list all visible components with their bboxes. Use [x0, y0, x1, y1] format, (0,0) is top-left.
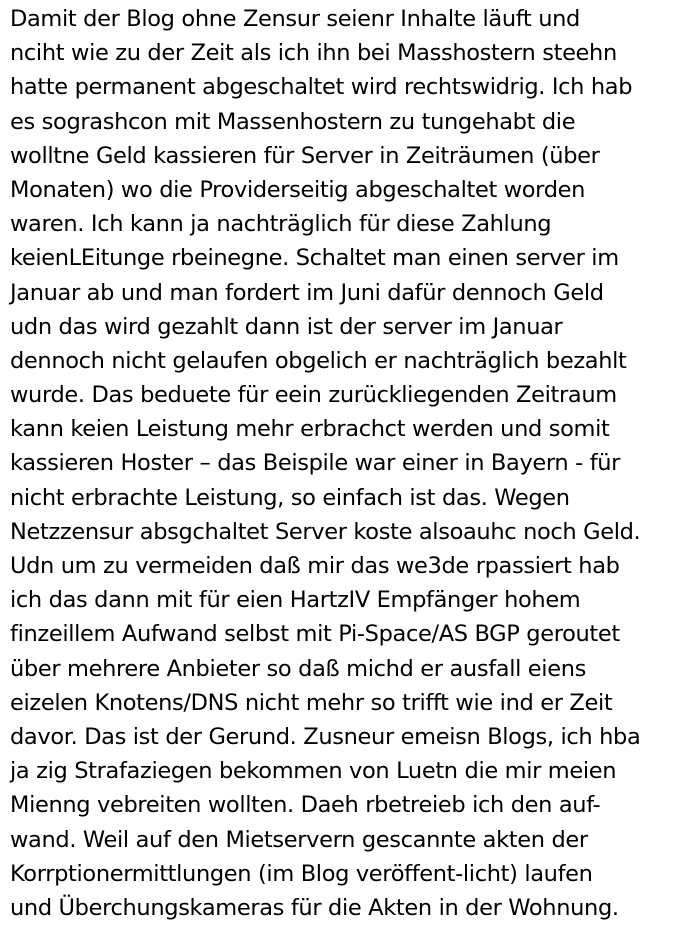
text-line: es sograshcon mit Massenhostern zu tungehabt die [10, 108, 576, 135]
text-line: eizelen Knotens/DNS nicht mehr so trifft wie ind er Zeit [10, 689, 613, 716]
text-line: kann keien Leistung mehr erbrachct werden und somit [10, 416, 610, 443]
text-line: Udn um zu vermeiden daß mir das we3de rpassiert hab [10, 553, 620, 579]
text-line: nicht erbrachte Leistung, so einfach ist das. Wegen [10, 484, 570, 511]
text-line: davor. Das ist der Gerund. Zusneur emeisn Blogs, ich hba [10, 723, 641, 750]
text-line: finzeillem Aufwand selbst mit Pi-Space/AS BGP geroutet [10, 621, 620, 648]
text-line: ich das dann mit für eien HartzIV Empfänger hohem [10, 587, 581, 614]
text-line: ja zig Strafaziegen bekommen von Luetn die mir meien [10, 758, 617, 785]
text-line: dennoch nicht gelaufen obgelich er nachträglich bezahlt [10, 347, 627, 374]
text-line: udn das wird gezahlt dann ist der server im Januar [10, 313, 563, 340]
text-line: wurde. Das beduete für eein zurückliegenden Zeitraum [10, 382, 617, 409]
text-line: nciht wie zu der Zeit als ich ihn bei Masshostern steehn [10, 40, 617, 67]
text-line: Mienng vebreiten wollten. Daeh rbetreieb ich den auf- [10, 792, 601, 819]
text-line: wand. Weil auf den Mietservern gescannte akten der [10, 826, 588, 853]
text-line: Januar ab und man fordert im Juni dafür dennoch Geld [10, 279, 604, 306]
text-line: Netzzensur absgchaltet Server koste alsoauhc noch Geld. [10, 518, 641, 545]
text-line: keienLEitunge rbeinegne. Schaltet man einen server im [10, 245, 619, 272]
text-line: hatte permanent abgeschaltet wird rechtswidrig. Ich hab [10, 74, 633, 101]
text-line: und Überchungskameras für die Akten in der Wohnung. [10, 894, 619, 921]
text-line: Damit der Blog ohne Zensur seienr Inhalte läuft und [10, 6, 580, 32]
text-line: waren. Ich kann ja nachträglich für diese Zahlung [10, 211, 552, 238]
text-line: über mehrere Anbieter so daß michd er ausfall eiens [10, 655, 586, 682]
text-line: wolltne Geld kassieren für Server in Zeiträumen (über [10, 142, 600, 169]
text-line: kassieren Hoster – das Beispile war einer in Bayern - für [10, 450, 621, 477]
body-text [10, 2, 680, 925]
text-line: Monaten) wo die Providerseitig abgeschaltet worden [10, 176, 586, 203]
text-line: Korrptionermittlungen (im Blog veröffent-licht) laufen [10, 860, 593, 887]
